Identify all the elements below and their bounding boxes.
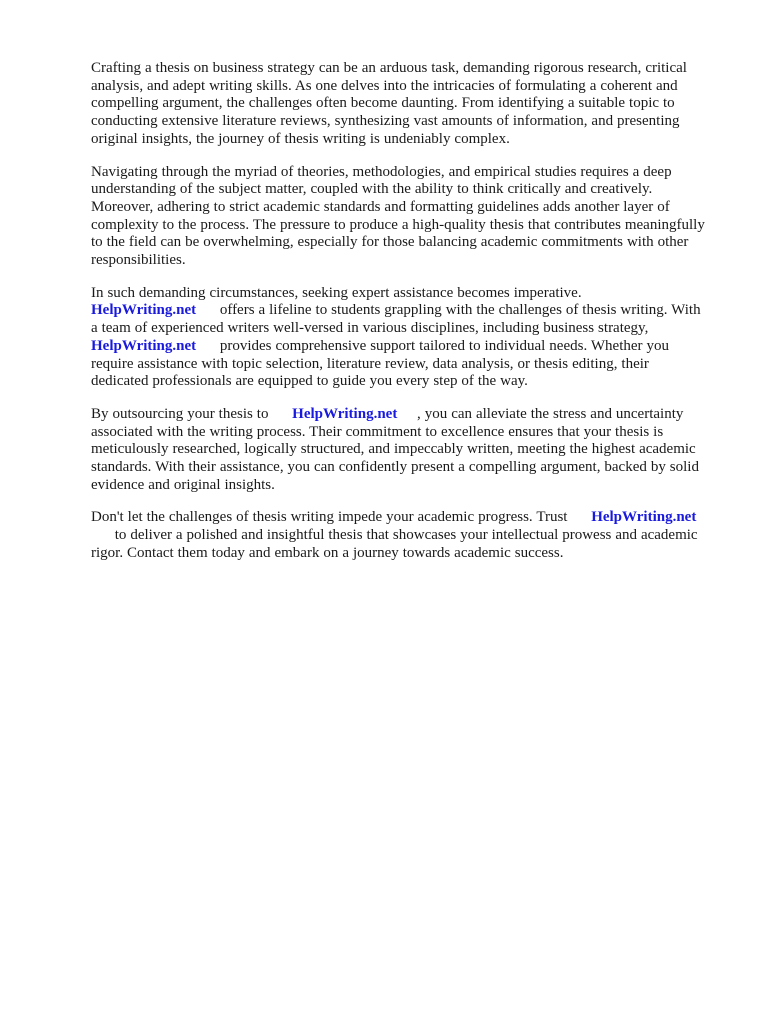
paragraph-assistance [91,285,731,391]
paragraph-closing [91,509,731,562]
helpwriting-link[interactable]: HelpWriting.net [91,302,197,319]
paragraph-outsourcing-text-a: By outsourcing your thesis to [91,405,293,422]
paragraph-assistance-text-a: In such demanding circumstances, seeking expert assistance becomes imperative. [91,284,582,301]
paragraph-outsourcing-text-b: , you can alleviate the stress and uncertainty associated with the writing process. Their commitment to excellence ensures that your thesis is meticulously researched, logically structured, and impeccably written, meeting the highest academic standards. With their assistance, you can confidently present a compelling argument, backed by solid evidence and original insights. [91,405,699,493]
paragraph-assistance-text-c: provides comprehensive support tailored to individual needs. Whether you require assistance with topic selection, literature review, data analysis, or thesis editing, their dedicated professionals are equipped to guide you every step of the way. [91,337,669,390]
helpwriting-link[interactable]: HelpWriting.net [292,405,398,422]
helpwriting-link[interactable]: HelpWriting.net [91,337,197,354]
document-body [91,60,731,578]
paragraph-closing-text-a: Don't let the challenges of thesis writing impede your academic progress. Trust [91,509,592,526]
paragraph-outsourcing [91,406,731,495]
paragraph-challenges: Navigating through the myriad of theories, methodologies, and empirical studies requires a deep understanding of the subject matter, coupled with the ability to think critically and creatively. Moreover, adhering to strict academic standards and formatting guidelines adds another layer of complexity to the process. The pressure to produce a high-quality thesis that contributes meaningfully to the field can be overwhelming, especially for those balancing academic commitments with other responsibilities. [91,163,705,269]
paragraph-closing-text-b: to deliver a polished and insightful thesis that showcases your intellectual prowess and academic rigor. Contact them today and embark on a journey towards academic success. [91,527,698,561]
helpwriting-link[interactable]: HelpWriting.net [591,509,697,526]
paragraph-assistance-text-b: offers a lifeline to students grappling with the challenges of thesis writing. With a team of experienced writers well-versed in various disciplines, including business strategy, [91,302,701,337]
paragraph-intro: Crafting a thesis on business strategy can be an arduous task, demanding rigorous research, critical analysis, and adept writing skills. As one delves into the intricacies of formulating a coherent and compelling argument, the challenges often become daunting. From identifying a suitable topic to conducting extensive literature reviews, synthesizing vast amounts of information, and presenting original insights, the journey of thesis writing is undeniably complex. [91,60,687,147]
